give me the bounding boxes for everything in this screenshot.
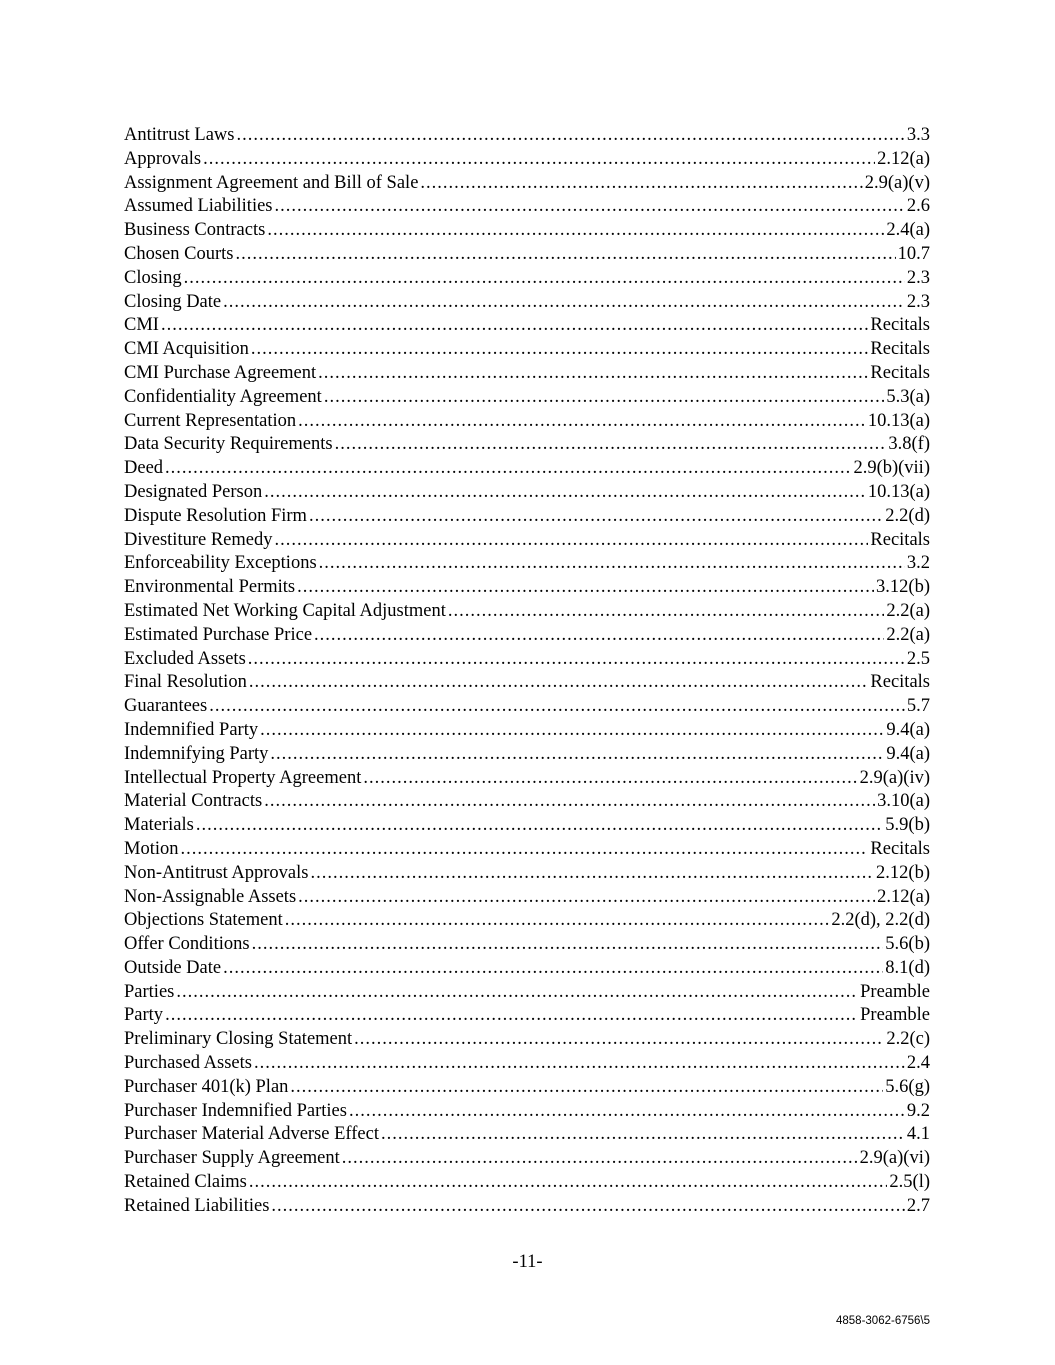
- section-reference: 2.5(l): [889, 1172, 930, 1193]
- index-entry: [124, 433, 930, 457]
- index-entry: [124, 481, 930, 505]
- dot-leader: [420, 172, 862, 196]
- section-reference: 10.7: [897, 243, 930, 264]
- section-reference: 2.2(a): [886, 624, 930, 645]
- dot-leader: [165, 1004, 858, 1028]
- index-term: Purchaser 401(k) Plan: [124, 1076, 289, 1097]
- index-term: Objections Statement: [124, 910, 283, 931]
- dot-leader: [309, 505, 883, 529]
- dot-leader: [271, 1195, 904, 1219]
- index-term: Approvals: [124, 148, 202, 169]
- index-entry: [124, 886, 930, 910]
- index-term: Assumed Liabilities: [124, 196, 273, 217]
- index-entry: [124, 719, 930, 743]
- dot-leader: [354, 1028, 884, 1052]
- dot-leader: [342, 1147, 858, 1171]
- section-reference: 5.6(g): [885, 1076, 930, 1097]
- section-reference: 2.5: [906, 648, 930, 669]
- section-reference: 2.2(a): [886, 600, 930, 621]
- section-reference: 3.10(a): [877, 791, 930, 812]
- index-entry: [124, 505, 930, 529]
- dot-leader: [314, 624, 884, 648]
- section-reference: Recitals: [870, 838, 930, 859]
- dot-leader: [209, 695, 905, 719]
- index-term: Antitrust Laws: [124, 125, 235, 145]
- index-entry: [124, 671, 930, 695]
- dot-leader: [298, 886, 875, 910]
- section-reference: 2.12(a): [877, 886, 930, 907]
- index-term: Environmental Permits: [124, 577, 296, 598]
- dot-leader: [184, 267, 905, 291]
- index-entry: [124, 576, 930, 600]
- dot-leader: [285, 909, 830, 933]
- index-entry: [124, 1195, 930, 1219]
- dot-leader: [176, 981, 858, 1005]
- index-term: Designated Person: [124, 481, 263, 502]
- dot-leader: [298, 410, 866, 434]
- index-term: Confidentiality Agreement: [124, 386, 322, 407]
- index-term: Closing Date: [124, 291, 222, 312]
- section-reference: 2.12(b): [876, 862, 930, 883]
- index-term: Retained Liabilities: [124, 1195, 270, 1216]
- page-number: -11-: [512, 1252, 543, 1272]
- index-entry: [124, 1028, 930, 1052]
- index-term: Purchased Assets: [124, 1053, 252, 1074]
- index-term: Materials: [124, 815, 194, 836]
- section-reference: 2.9(a)(v): [864, 172, 930, 193]
- index-term: Purchaser Indemnified Parties: [124, 1100, 347, 1121]
- index-entry: [124, 695, 930, 719]
- dot-leader: [249, 671, 869, 695]
- dot-leader: [290, 1076, 883, 1100]
- dot-leader: [235, 243, 895, 267]
- dot-leader: [297, 576, 874, 600]
- section-reference: 2.2(c): [886, 1029, 930, 1050]
- section-reference: 2.7: [906, 1195, 930, 1216]
- dot-leader: [349, 1100, 905, 1124]
- dot-leader: [236, 124, 904, 148]
- index-term: Divestiture Remedy: [124, 529, 273, 550]
- section-reference: 2.2(d), 2.2(d): [831, 910, 930, 931]
- index-entry: [124, 957, 930, 981]
- document-id: 4858-3062-6756\5: [836, 1315, 930, 1327]
- index-term: Guarantees: [124, 696, 208, 717]
- dot-leader: [196, 814, 883, 838]
- section-reference: 2.6: [906, 196, 930, 217]
- dot-leader: [335, 433, 887, 457]
- dot-leader: [264, 790, 875, 814]
- index-entry: [124, 790, 930, 814]
- section-reference: Recitals: [870, 672, 930, 693]
- section-reference: 3.12(b): [876, 577, 930, 598]
- index-entry: [124, 291, 930, 315]
- section-reference: 2.3: [906, 291, 930, 312]
- index-term: Offer Conditions: [124, 934, 250, 955]
- index-term: Deed: [124, 458, 164, 479]
- index-term: Dispute Resolution Firm: [124, 505, 307, 526]
- index-entry: [124, 981, 930, 1005]
- section-reference: 10.13(a): [867, 481, 930, 502]
- index-term: Parties: [124, 981, 175, 1002]
- index-entry: [124, 338, 930, 362]
- section-reference: Recitals: [870, 362, 930, 383]
- section-reference: Preamble: [860, 1005, 930, 1026]
- index-term: Purchaser Supply Agreement: [124, 1148, 340, 1169]
- section-reference: 9.4(a): [886, 743, 930, 764]
- index-entry: [124, 933, 930, 957]
- index-entry: [124, 1076, 930, 1100]
- section-reference: 10.13(a): [867, 410, 930, 431]
- section-reference: Recitals: [870, 529, 930, 550]
- index-term: Indemnified Party: [124, 719, 259, 740]
- dot-leader: [270, 743, 884, 767]
- index-term: Retained Claims: [124, 1172, 247, 1193]
- index-term: Preliminary Closing Statement: [124, 1029, 353, 1050]
- dot-leader: [324, 386, 885, 410]
- dot-leader: [252, 933, 884, 957]
- index-term: Assignment Agreement and Bill of Sale: [124, 172, 419, 193]
- section-reference: 3.3: [906, 125, 930, 145]
- section-reference: Recitals: [870, 315, 930, 336]
- index-term: Non-Antitrust Approvals: [124, 862, 309, 883]
- index-term: Motion: [124, 838, 179, 859]
- index-term: Current Representation: [124, 410, 297, 431]
- section-reference: 2.12(a): [877, 148, 930, 169]
- index-entry: [124, 600, 930, 624]
- dot-leader: [180, 838, 868, 862]
- dot-leader: [161, 314, 868, 338]
- index-entry: [124, 1052, 930, 1076]
- dot-leader: [249, 1171, 888, 1195]
- section-reference: 8.1(d): [885, 957, 930, 978]
- dot-leader: [251, 338, 869, 362]
- index-entry: [124, 767, 930, 791]
- dot-leader: [203, 148, 875, 172]
- index-term: Party: [124, 1005, 164, 1026]
- index-term: CMI Acquisition: [124, 339, 249, 360]
- index-entry: [124, 243, 930, 267]
- index-entry: [124, 386, 930, 410]
- index-term: Non-Assignable Assets: [124, 886, 297, 907]
- defined-terms-index: [124, 124, 930, 1219]
- index-term: Final Resolution: [124, 672, 247, 693]
- index-term: Enforceability Exceptions: [124, 553, 317, 574]
- dot-leader: [448, 600, 884, 624]
- index-term: Data Security Requirements: [124, 434, 333, 455]
- index-entry: [124, 1147, 930, 1171]
- dot-leader: [223, 291, 905, 315]
- section-reference: 2.9(a)(vi): [859, 1148, 930, 1169]
- index-term: Material Contracts: [124, 791, 263, 812]
- section-reference: 9.4(a): [886, 719, 930, 740]
- index-term: Outside Date: [124, 957, 222, 978]
- dot-leader: [310, 862, 874, 886]
- dot-leader: [264, 481, 866, 505]
- section-reference: 9.2: [906, 1100, 930, 1121]
- index-entry: [124, 814, 930, 838]
- index-entry: [124, 219, 930, 243]
- index-entry: [124, 648, 930, 672]
- section-reference: 2.4: [906, 1053, 930, 1074]
- index-entry: [124, 838, 930, 862]
- index-entry: [124, 1171, 930, 1195]
- section-reference: 4.1: [906, 1124, 930, 1145]
- section-reference: 5.9(b): [885, 815, 930, 836]
- index-entry: [124, 743, 930, 767]
- index-entry: [124, 552, 930, 576]
- section-reference: Recitals: [870, 339, 930, 360]
- index-term: CMI Purchase Agreement: [124, 362, 317, 383]
- dot-leader: [260, 719, 884, 743]
- index-term: Estimated Purchase Price: [124, 624, 313, 645]
- section-reference: 2.4(a): [886, 220, 930, 241]
- index-term: Estimated Net Working Capital Adjustment: [124, 600, 446, 621]
- dot-leader: [318, 362, 868, 386]
- index-term: Excluded Assets: [124, 648, 246, 669]
- index-term: Closing: [124, 267, 182, 288]
- index-term: Intellectual Property Agreement: [124, 767, 362, 788]
- index-term: CMI: [124, 315, 159, 336]
- section-reference: Preamble: [860, 981, 930, 1002]
- dot-leader: [275, 195, 905, 219]
- index-entry: [124, 267, 930, 291]
- index-entry: [124, 195, 930, 219]
- index-entry: [124, 862, 930, 886]
- dot-leader: [274, 529, 868, 553]
- section-reference: 3.8(f): [888, 434, 930, 455]
- index-entry: [124, 148, 930, 172]
- dot-leader: [363, 767, 857, 791]
- section-reference: 3.2: [906, 553, 930, 574]
- section-reference: 2.3: [906, 267, 930, 288]
- index-entry: [124, 1123, 930, 1147]
- section-reference: 2.2(d): [885, 505, 930, 526]
- dot-leader: [248, 648, 905, 672]
- index-entry: [124, 1004, 930, 1028]
- index-entry: [124, 362, 930, 386]
- index-term: Indemnifying Party: [124, 743, 269, 764]
- index-entry: [124, 410, 930, 434]
- dot-leader: [254, 1052, 905, 1076]
- index-term: Chosen Courts: [124, 243, 234, 264]
- section-reference: 2.9(b)(vii): [853, 458, 930, 479]
- index-entry: [124, 624, 930, 648]
- index-entry: [124, 457, 930, 481]
- dot-leader: [319, 552, 905, 576]
- section-reference: 5.3(a): [886, 386, 930, 407]
- dot-leader: [223, 957, 883, 981]
- index-entry: [124, 314, 930, 338]
- section-reference: 5.6(b): [885, 934, 930, 955]
- index-entry: [124, 124, 930, 148]
- dot-leader: [381, 1123, 905, 1147]
- dot-leader: [267, 219, 884, 243]
- section-reference: 5.7: [906, 696, 930, 717]
- index-entry: [124, 529, 930, 553]
- index-entry: [124, 909, 930, 933]
- section-reference: 2.9(a)(iv): [859, 767, 930, 788]
- dot-leader: [165, 457, 851, 481]
- index-entry: [124, 1100, 930, 1124]
- index-entry: [124, 172, 930, 196]
- index-term: Purchaser Material Adverse Effect: [124, 1124, 379, 1145]
- index-term: Business Contracts: [124, 220, 266, 241]
